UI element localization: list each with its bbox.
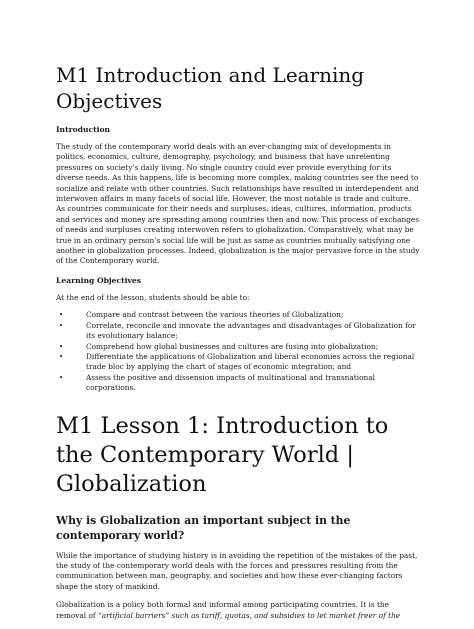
objective-text: Correlate, reconcile and innovate the advantages and disadvantages of Globalization for its evolutionary balance; [86,320,416,341]
objective-text: Compare and contrast between the various theories of Globalization; [86,310,344,320]
learning-objectives-intro: At the end of the lesson, students should be able to: [56,292,250,302]
document-page [56,62,420,629]
bullet-icon: • [59,321,64,330]
list-item [56,352,420,373]
lesson-paragraph-1: While the importance of studying history is in avoiding the repetition of the mistakes of the past, the study of the contemporary world deals with the forces and pressures resulting from the communication between man, geography, and societies and how these ever-changing factors shape the story of mankind. [56,550,418,591]
lesson-title: M1 Lesson 1: Introduction to the Contemporary World | Globalization [56,412,389,497]
objective-text: Differentiate the applications of Globalization and liberal economies across the regional trade bloc by applying the chart of stages of economic integration; and [86,351,415,372]
objective-text: Assess the positive and dissension impacts of multinational and transnational corporations. [86,372,375,393]
lesson-question: Why is Globalization an important subject in the contemporary world? [56,513,351,542]
lesson-paragraph-2-start: Globalization is a policy both formal and informal among participating countries. It is the removal of [56,600,390,620]
bullet-icon: • [59,352,64,361]
objective-text: Comprehend how global businesses and cultures are fusing into globalization; [86,341,379,351]
bullet-icon: • [59,311,64,320]
learning-objectives-heading: Learning Objectives [56,275,142,285]
bullet-icon: • [59,373,64,382]
introduction-heading: Introduction [56,125,111,134]
list-item [56,310,420,320]
introduction-paragraph: The study of the contemporary world deals with an ever-changing mix of developments in politics, economics, culture, demography, psychology, and business that have unrelenting pressures on society’s daily living. No single country could ever provide everything for its diverse needs. As this happens, life is becoming more complex, making countries see the need to socialize and relate with other countries. Such relationships have resulted in interdependent and interwoven affairs in many facets of social life. However, the most notable is trade and culture. As countries communicate for their needs and surpluses, ideas, cultures, information, products and services and money are spreading among countries then and now. This process of exchanges of needs and surpluses creating interwoven refers to globalization. Comparatively, what may be true in an ordinary person’s social life will be just as same as countries mutually satisfying one another in globalization processes. Indeed, globalization is the major pervasive force in the study of the Contemporary world. [56,142,420,266]
bullet-icon: • [59,342,64,351]
lesson-paragraph-2-italic: “artificial barriers” such as tariff, quotas, and subsidies to let market freer of the [97,610,401,620]
list-item [56,373,420,394]
list-item [56,342,420,352]
module-title: M1 Introduction and Learning Objectives [56,63,365,113]
lesson-paragraph-2 [56,600,420,621]
list-item [56,321,420,342]
objectives-list [56,310,420,393]
